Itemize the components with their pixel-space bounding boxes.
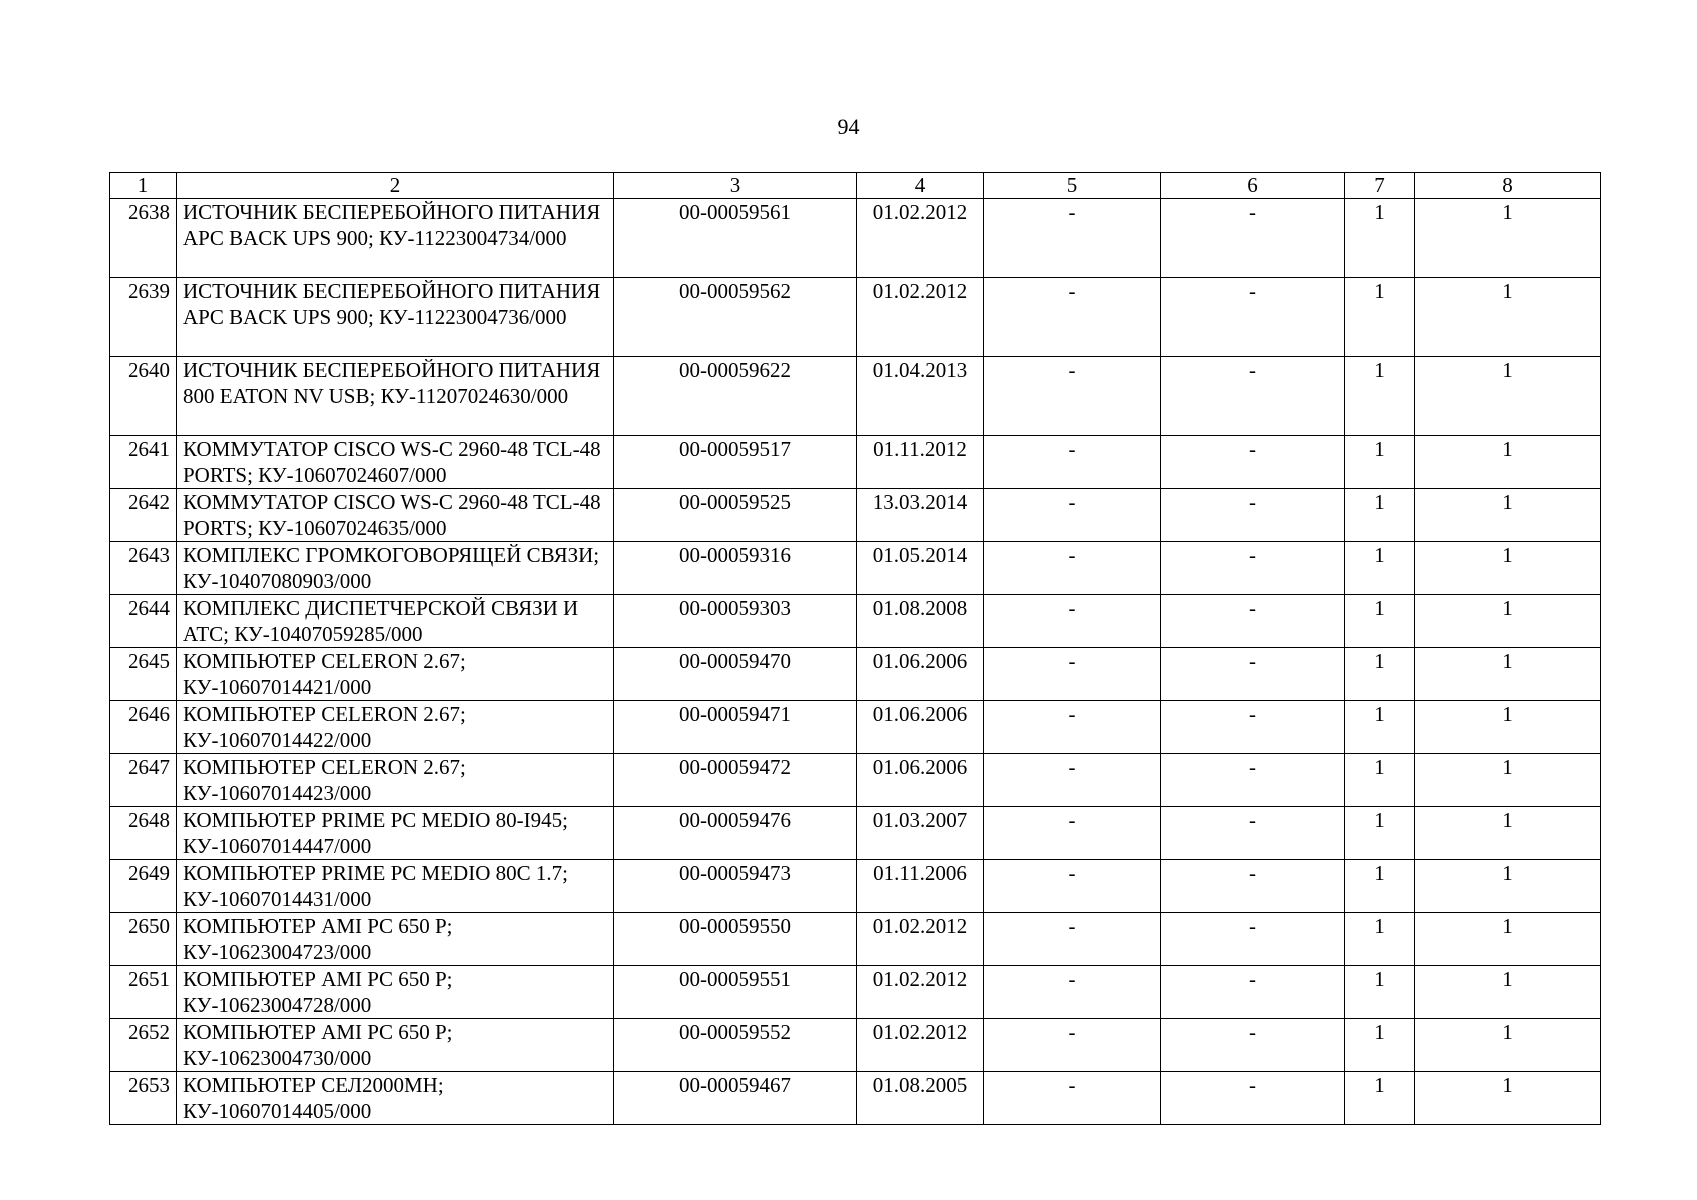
acquisition-date: 01.02.2012 [857, 966, 984, 1019]
inventory-code: 00-00059562 [614, 278, 857, 357]
item-name: КОМПЬЮТЕР AMI PC 650 P; КУ-10623004728/000 [177, 966, 614, 1019]
acquisition-date: 01.02.2012 [857, 278, 984, 357]
row-number: 2652 [110, 1019, 177, 1072]
column-5-value: - [984, 1019, 1161, 1072]
row-number: 2644 [110, 595, 177, 648]
column-6-value: - [1161, 1019, 1345, 1072]
column-8-value: 1 [1415, 1019, 1601, 1072]
item-name: КОММУТАТОР CISCO WS-C 2960-48 TCL-48 PORTS; КУ-10607024635/000 [177, 489, 614, 542]
column-7-value: 1 [1345, 1019, 1415, 1072]
item-name: КОМПЬЮТЕР PRIME PC MEDIO 80C 1.7; КУ-10607014431/000 [177, 860, 614, 913]
column-header: 5 [984, 173, 1161, 199]
inventory-code: 00-00059551 [614, 966, 857, 1019]
table-row [110, 648, 1601, 701]
column-5-value: - [984, 860, 1161, 913]
column-6-value: - [1161, 489, 1345, 542]
column-6-value: - [1161, 807, 1345, 860]
inventory-code: 00-00059552 [614, 1019, 857, 1072]
inventory-code: 00-00059561 [614, 199, 857, 278]
column-6-value: - [1161, 1072, 1345, 1125]
table-row [110, 1019, 1601, 1072]
row-number: 2639 [110, 278, 177, 357]
row-number: 2642 [110, 489, 177, 542]
item-name: КОМПЬЮТЕР CELERON 2.67; КУ-10607014421/000 [177, 648, 614, 701]
column-6-value: - [1161, 542, 1345, 595]
table-row [110, 357, 1601, 436]
item-name: ИСТОЧНИК БЕСПЕРЕБОЙНОГО ПИТАНИЯ APC BACK UPS 900; КУ-11223004734/000 [177, 199, 614, 278]
acquisition-date: 01.06.2006 [857, 754, 984, 807]
table-row [110, 595, 1601, 648]
inventory-code: 00-00059470 [614, 648, 857, 701]
table-body [110, 199, 1601, 1125]
acquisition-date: 01.11.2012 [857, 436, 984, 489]
row-number: 2641 [110, 436, 177, 489]
table-row [110, 913, 1601, 966]
column-5-value: - [984, 199, 1161, 278]
column-5-value: - [984, 807, 1161, 860]
row-number: 2649 [110, 860, 177, 913]
column-7-value: 1 [1345, 966, 1415, 1019]
inventory-code: 00-00059303 [614, 595, 857, 648]
acquisition-date: 01.03.2007 [857, 807, 984, 860]
column-header: 7 [1345, 173, 1415, 199]
column-5-value: - [984, 1072, 1161, 1125]
column-5-value: - [984, 913, 1161, 966]
inventory-table [109, 172, 1601, 1125]
column-5-value: - [984, 489, 1161, 542]
column-6-value: - [1161, 436, 1345, 489]
item-name: КОМПЛЕКС ГРОМКОГОВОРЯЩЕЙ СВЯЗИ; КУ-10407080903/000 [177, 542, 614, 595]
table-row [110, 542, 1601, 595]
item-name: КОМПЬЮТЕР AMI PC 650 P; КУ-10623004723/000 [177, 913, 614, 966]
column-5-value: - [984, 357, 1161, 436]
column-header: 4 [857, 173, 984, 199]
table-row [110, 489, 1601, 542]
table-row [110, 436, 1601, 489]
column-7-value: 1 [1345, 1072, 1415, 1125]
acquisition-date: 01.02.2012 [857, 199, 984, 278]
item-name: ИСТОЧНИК БЕСПЕРЕБОЙНОГО ПИТАНИЯ APC BACK UPS 900; КУ-11223004736/000 [177, 278, 614, 357]
column-7-value: 1 [1345, 701, 1415, 754]
header-row [110, 173, 1601, 199]
item-name: КОМПЬЮТЕР CELERON 2.67; КУ-10607014422/000 [177, 701, 614, 754]
column-8-value: 1 [1415, 754, 1601, 807]
acquisition-date: 01.08.2005 [857, 1072, 984, 1125]
inventory-code: 00-00059525 [614, 489, 857, 542]
column-5-value: - [984, 595, 1161, 648]
inventory-code: 00-00059550 [614, 913, 857, 966]
column-8-value: 1 [1415, 595, 1601, 648]
column-7-value: 1 [1345, 913, 1415, 966]
column-7-value: 1 [1345, 436, 1415, 489]
row-number: 2651 [110, 966, 177, 1019]
column-7-value: 1 [1345, 807, 1415, 860]
item-name: КОММУТАТОР CISCO WS-C 2960-48 TCL-48 PORTS; КУ-10607024607/000 [177, 436, 614, 489]
column-6-value: - [1161, 754, 1345, 807]
table-row [110, 807, 1601, 860]
acquisition-date: 01.05.2014 [857, 542, 984, 595]
column-7-value: 1 [1345, 860, 1415, 913]
row-number: 2646 [110, 701, 177, 754]
item-name: КОМПЬЮТЕР PRIME PC MEDIO 80-I945; КУ-10607014447/000 [177, 807, 614, 860]
column-6-value: - [1161, 648, 1345, 701]
column-5-value: - [984, 966, 1161, 1019]
column-7-value: 1 [1345, 278, 1415, 357]
table-row [110, 860, 1601, 913]
row-number: 2638 [110, 199, 177, 278]
inventory-code: 00-00059622 [614, 357, 857, 436]
column-7-value: 1 [1345, 595, 1415, 648]
column-7-value: 1 [1345, 542, 1415, 595]
column-6-value: - [1161, 860, 1345, 913]
column-8-value: 1 [1415, 542, 1601, 595]
inventory-code: 00-00059517 [614, 436, 857, 489]
column-8-value: 1 [1415, 436, 1601, 489]
column-6-value: - [1161, 278, 1345, 357]
column-8-value: 1 [1415, 278, 1601, 357]
column-8-value: 1 [1415, 860, 1601, 913]
table-row [110, 1072, 1601, 1125]
column-5-value: - [984, 754, 1161, 807]
acquisition-date: 01.02.2012 [857, 913, 984, 966]
column-5-value: - [984, 278, 1161, 357]
row-number: 2640 [110, 357, 177, 436]
row-number: 2650 [110, 913, 177, 966]
column-header: 6 [1161, 173, 1345, 199]
acquisition-date: 01.02.2012 [857, 1019, 984, 1072]
inventory-code: 00-00059467 [614, 1072, 857, 1125]
acquisition-date: 01.06.2006 [857, 701, 984, 754]
item-name: КОМПЛЕКС ДИСПЕТЧЕРСКОЙ СВЯЗИ И АТС; КУ-10407059285/000 [177, 595, 614, 648]
table-row [110, 966, 1601, 1019]
acquisition-date: 13.03.2014 [857, 489, 984, 542]
item-name: КОМПЬЮТЕР AMI PC 650 P; КУ-10623004730/000 [177, 1019, 614, 1072]
column-8-value: 1 [1415, 648, 1601, 701]
column-8-value: 1 [1415, 199, 1601, 278]
column-6-value: - [1161, 701, 1345, 754]
column-6-value: - [1161, 913, 1345, 966]
column-5-value: - [984, 701, 1161, 754]
table-row [110, 278, 1601, 357]
item-name: КОМПЬЮТЕР СЕЛ2000МН; КУ-10607014405/000 [177, 1072, 614, 1125]
table-row [110, 754, 1601, 807]
acquisition-date: 01.11.2006 [857, 860, 984, 913]
column-5-value: - [984, 542, 1161, 595]
column-5-value: - [984, 436, 1161, 489]
row-number: 2643 [110, 542, 177, 595]
column-6-value: - [1161, 199, 1345, 278]
column-8-value: 1 [1415, 807, 1601, 860]
column-7-value: 1 [1345, 754, 1415, 807]
column-header: 8 [1415, 173, 1601, 199]
page-number: 94 [837, 114, 860, 139]
row-number: 2648 [110, 807, 177, 860]
row-number: 2645 [110, 648, 177, 701]
column-7-value: 1 [1345, 648, 1415, 701]
item-name: ИСТОЧНИК БЕСПЕРЕБОЙНОГО ПИТАНИЯ 800 EATON NV USB; КУ-11207024630/000 [177, 357, 614, 436]
column-header: 2 [177, 173, 614, 199]
acquisition-date: 01.08.2008 [857, 595, 984, 648]
column-8-value: 1 [1415, 913, 1601, 966]
column-5-value: - [984, 648, 1161, 701]
row-number: 2647 [110, 754, 177, 807]
inventory-code: 00-00059473 [614, 860, 857, 913]
column-header: 3 [614, 173, 857, 199]
column-8-value: 1 [1415, 1072, 1601, 1125]
column-7-value: 1 [1345, 357, 1415, 436]
row-number: 2653 [110, 1072, 177, 1125]
column-8-value: 1 [1415, 701, 1601, 754]
column-6-value: - [1161, 357, 1345, 436]
inventory-code: 00-00059472 [614, 754, 857, 807]
acquisition-date: 01.04.2013 [857, 357, 984, 436]
table-row [110, 199, 1601, 278]
table-row [110, 701, 1601, 754]
inventory-code: 00-00059476 [614, 807, 857, 860]
column-6-value: - [1161, 595, 1345, 648]
item-name: КОМПЬЮТЕР CELERON 2.67; КУ-10607014423/000 [177, 754, 614, 807]
acquisition-date: 01.06.2006 [857, 648, 984, 701]
inventory-code: 00-00059316 [614, 542, 857, 595]
column-8-value: 1 [1415, 357, 1601, 436]
column-7-value: 1 [1345, 489, 1415, 542]
column-6-value: - [1161, 966, 1345, 1019]
inventory-code: 00-00059471 [614, 701, 857, 754]
column-8-value: 1 [1415, 489, 1601, 542]
column-7-value: 1 [1345, 199, 1415, 278]
column-header: 1 [110, 173, 177, 199]
column-8-value: 1 [1415, 966, 1601, 1019]
